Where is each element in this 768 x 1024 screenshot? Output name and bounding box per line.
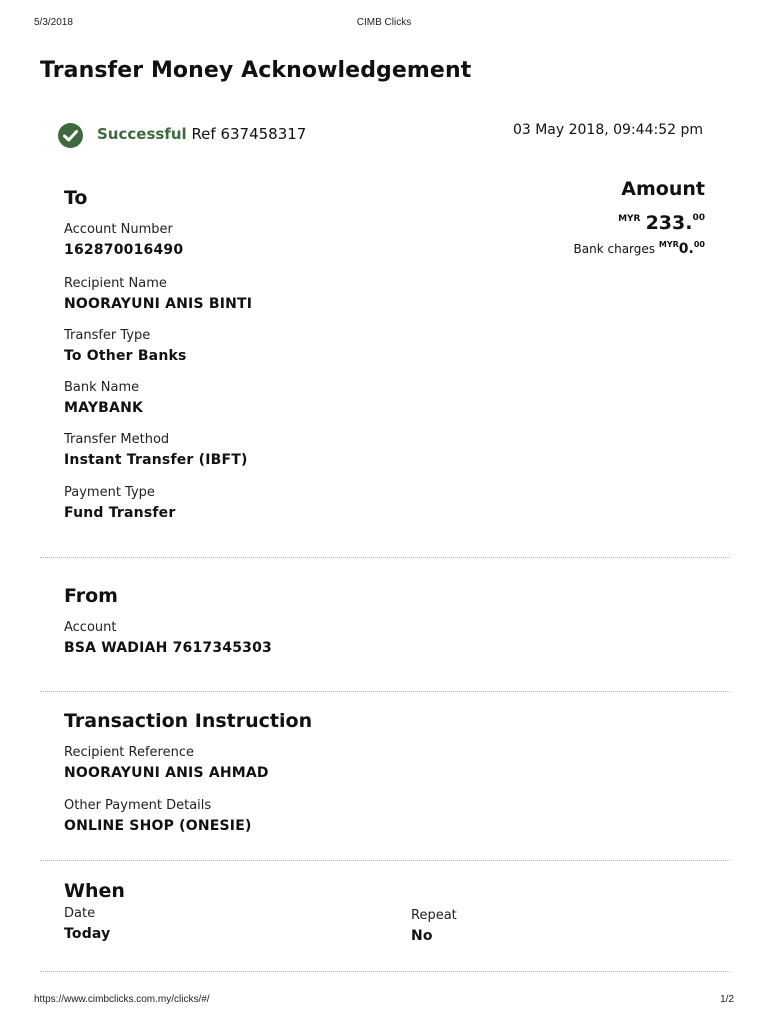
reference-number: Ref 637458317 bbox=[191, 125, 307, 143]
print-header bbox=[0, 17, 768, 31]
transfer-type-value: To Other Banks bbox=[64, 348, 187, 364]
bank-charges-currency: MYR bbox=[658, 240, 679, 249]
amount-whole: 233. bbox=[645, 212, 693, 234]
date-label: Date bbox=[64, 906, 96, 921]
print-footer bbox=[0, 994, 768, 1008]
payment-type-label: Payment Type bbox=[64, 485, 155, 500]
from-account-label: Account bbox=[64, 620, 117, 635]
amount-heading: Amount bbox=[621, 178, 705, 200]
repeat-value: No bbox=[411, 928, 433, 944]
transfer-type-label: Transfer Type bbox=[64, 328, 151, 343]
repeat-label: Repeat bbox=[411, 908, 457, 923]
section-divider bbox=[40, 860, 730, 861]
status-label: Successful bbox=[97, 125, 187, 143]
transfer-method-label: Transfer Method bbox=[64, 432, 170, 447]
status-text bbox=[97, 125, 306, 143]
instruction-heading: Transaction Instruction bbox=[64, 710, 313, 732]
bank-name-label: Bank Name bbox=[64, 380, 140, 395]
section-divider bbox=[40, 557, 730, 558]
check-circle-icon bbox=[58, 123, 83, 148]
recipient-name-label: Recipient Name bbox=[64, 276, 167, 291]
account-number-label: Account Number bbox=[64, 222, 173, 237]
print-title: CIMB Clicks bbox=[356, 17, 412, 28]
date-value: Today bbox=[64, 926, 111, 942]
from-account-value: BSA WADIAH 7617345303 bbox=[64, 640, 272, 656]
status-row bbox=[58, 123, 708, 149]
recipient-name-value: NOORAYUNI ANIS BINTI bbox=[64, 296, 253, 312]
print-page-number: 1/2 bbox=[720, 994, 734, 1005]
bank-charges-label: Bank charges bbox=[573, 242, 656, 256]
bank-charges-cents: 00 bbox=[693, 240, 705, 249]
amount-cents: 00 bbox=[692, 213, 705, 223]
amount-currency: MYR bbox=[618, 214, 641, 224]
when-heading: When bbox=[64, 880, 125, 902]
bank-charges-whole: 0. bbox=[678, 241, 694, 257]
account-number-value: 162870016490 bbox=[64, 242, 184, 258]
recipient-reference-value: NOORAYUNI ANIS AHMAD bbox=[64, 765, 269, 781]
from-heading: From bbox=[64, 585, 118, 607]
bank-charges bbox=[574, 240, 705, 257]
other-payment-details-value: ONLINE SHOP (ONESIE) bbox=[64, 818, 252, 834]
recipient-reference-label: Recipient Reference bbox=[64, 745, 194, 760]
amount-value bbox=[618, 212, 705, 234]
section-divider bbox=[40, 691, 730, 692]
other-payment-details-label: Other Payment Details bbox=[64, 798, 212, 813]
print-date: 5/3/2018 bbox=[34, 17, 73, 28]
bank-name-value: MAYBANK bbox=[64, 400, 144, 416]
payment-type-value: Fund Transfer bbox=[64, 505, 176, 521]
page-title: Transfer Money Acknowledgement bbox=[40, 58, 472, 83]
transaction-timestamp: 03 May 2018, 09:44:52 pm bbox=[512, 122, 703, 138]
transfer-method-value: Instant Transfer (IBFT) bbox=[64, 452, 248, 468]
print-url: https://www.cimbclicks.com.my/clicks/#/ bbox=[34, 994, 210, 1005]
section-divider bbox=[40, 971, 730, 972]
to-heading: To bbox=[64, 187, 88, 209]
